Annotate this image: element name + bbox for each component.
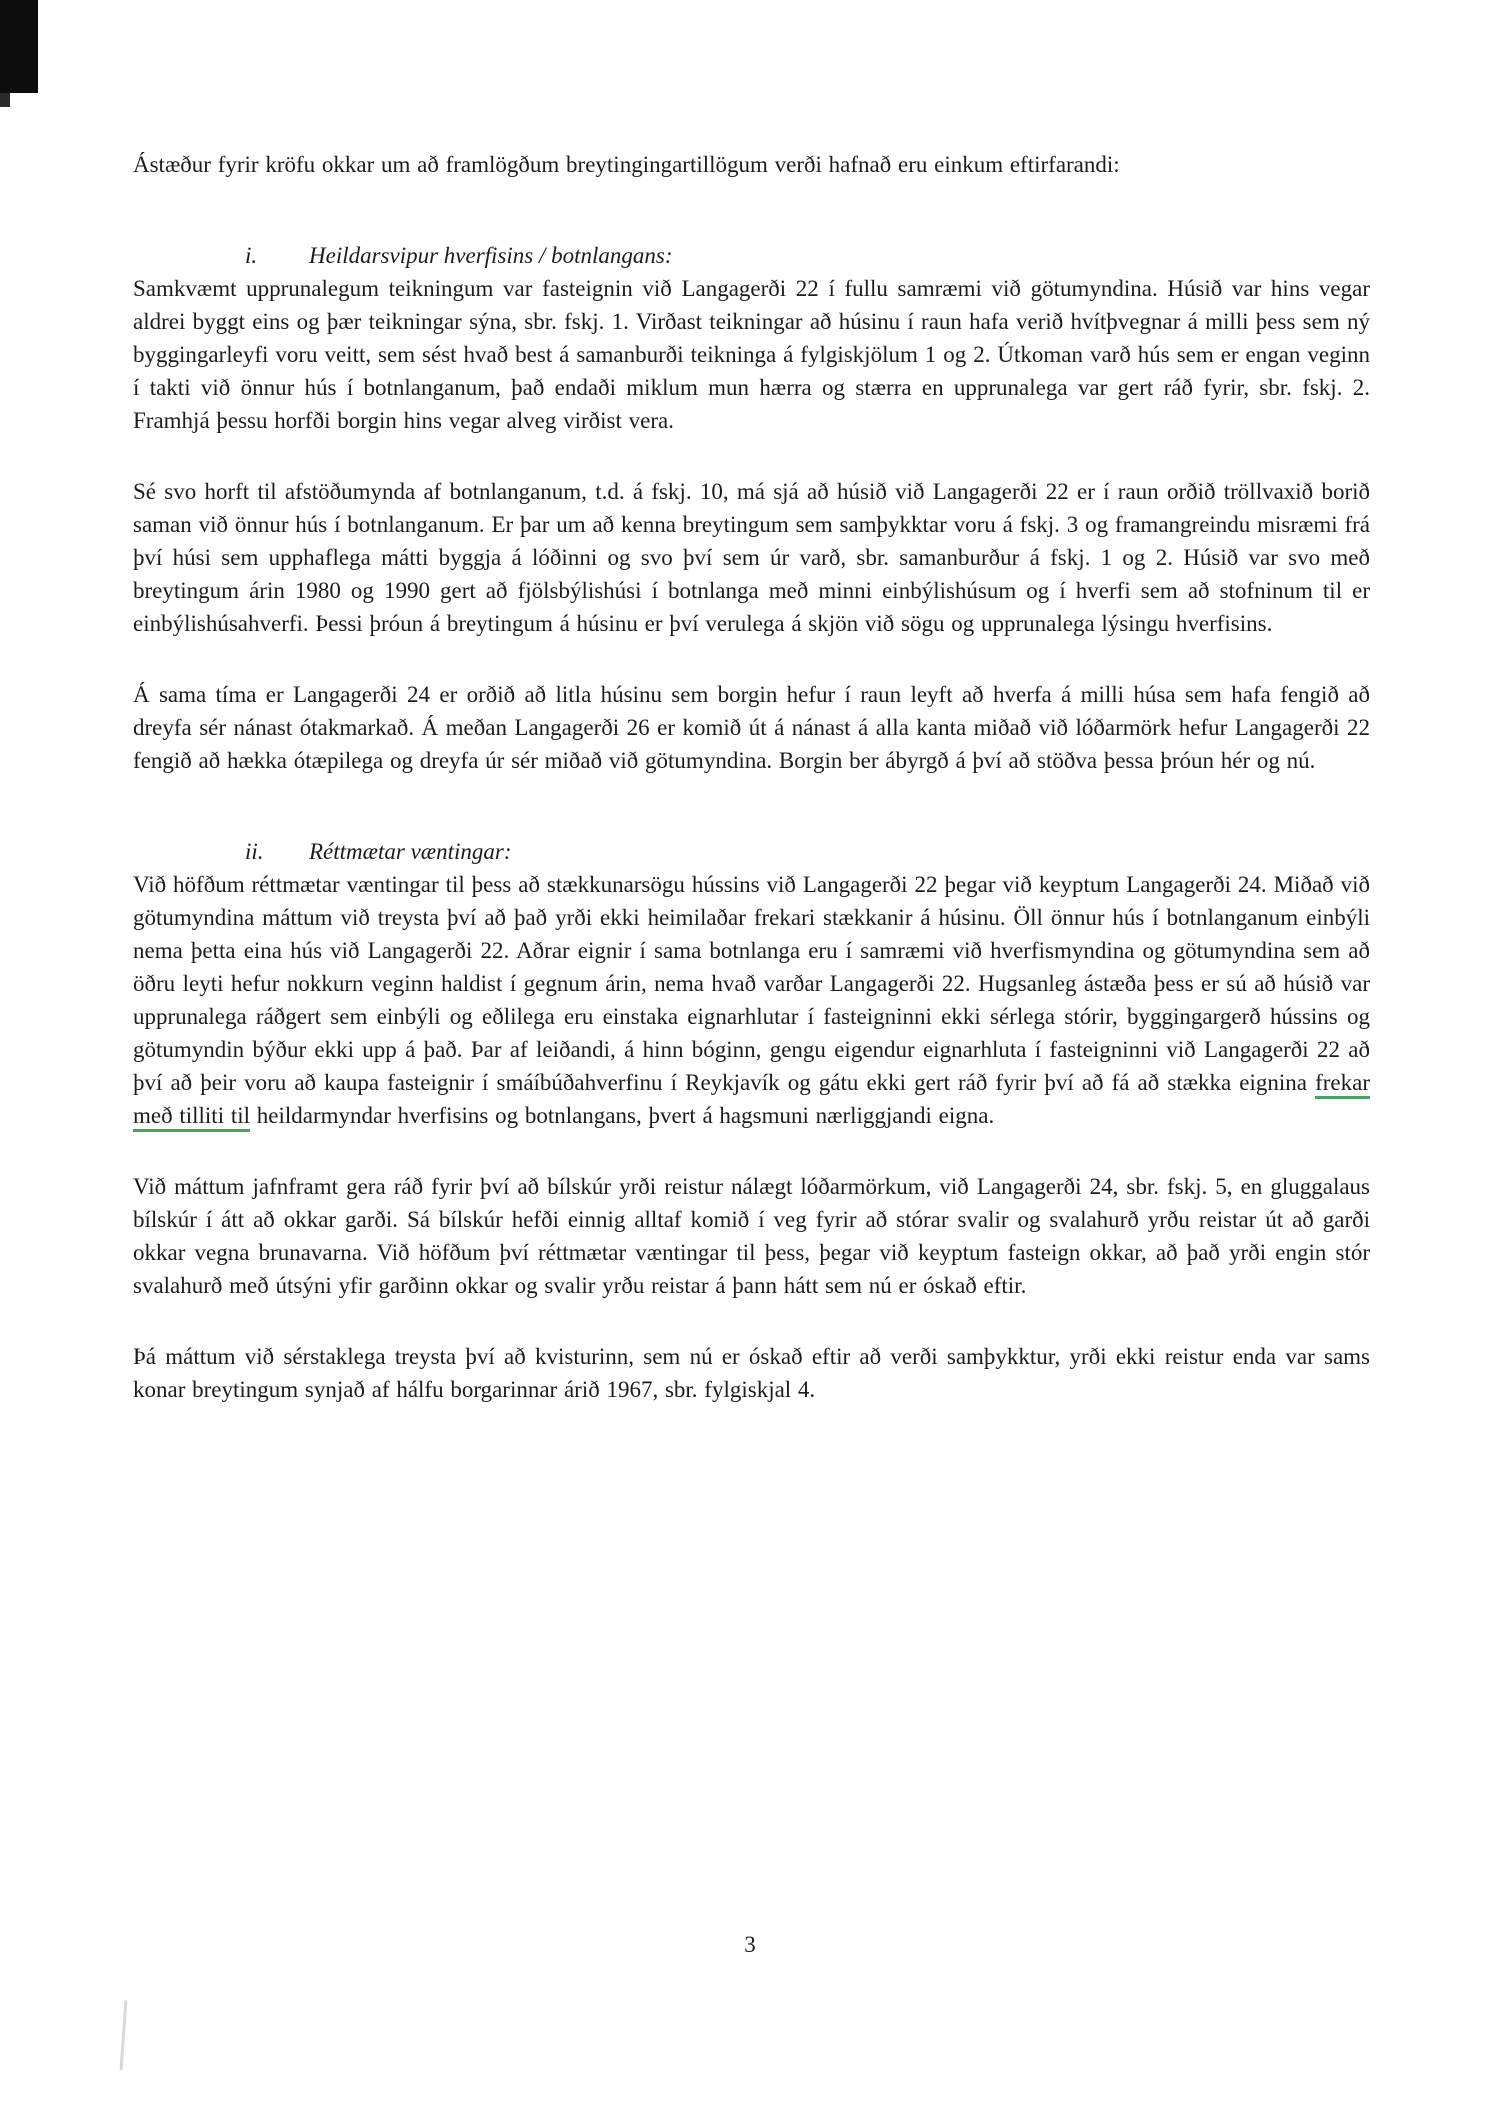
section-1-paragraph-1: Samkvæmt upprunalegum teikningum var fasteignin við Langagerði 22 í fullu samræmi við götumyndina. Húsið var hins vegar aldrei byggt eins og þær teikningar sýna, sbr. fskj. 1. Virðast teikningar að húsinu í raun hafa verið hvítþvegnar á milli þess sem ný byggingarleyfi voru veitt, sem sést hvað best á samanburði teikninga á fylgiskjölum 1 og 2. Útkoman varð hús sem er engan veginn í takti við önnur hús í botnlanganum, það endaði miklum mun hærra og stærra en upprunalega var gert ráð fyrir, sbr. fskj. 2. Framhjá þessu horfði borgin hins vegar alveg virðist vera. [133, 276, 1370, 433]
section-2-paragraph-1-text-b: heildarmyndar hverfisins og botnlangans, þvert á hagsmuni nærliggjandi eigna. [250, 1103, 995, 1128]
scan-artifact-corner [0, 0, 38, 93]
section-2-paragraph-3: Þá máttum við sérstaklega treysta því að kvisturinn, sem nú er óskað eftir að verði samþykktur, yrði ekki reistur enda var sams konar breytingum synjað af hálfu borgarinnar árið 1967, sbr. fylgiskjal 4. [133, 1344, 1370, 1402]
green-underlined-text: frekar með tilliti til [133, 1070, 1370, 1132]
section-2-paragraph-1-text-a: Við höfðum réttmætar væntingar til þess að stækkunarsögu hússins við Langagerði 22 þegar við keyptum Langagerði 24. Miðað við götumyndina máttum við treysta því að það yrði ekki heimilaðar frekari stækkanir á húsinu. Öll önnur hús í botnlanganum einbýli nema þetta eina hús við Langagerði 22. Aðrar eignir í sama botnlanga eru í samræmi við hverfismyndina og götumyndina sem að öðru leyti hefur nokkurn veginn haldist í gegnum árin, nema hvað varðar Langagerði 22. Hugsanleg ástæða þess er sú að húsið var upprunalega ráðgert sem einbýli og eðlilega eru einstaka eignarhlutar í fasteigninni ekki sérlega stórir, byggingargerð hússins og götumyndin býður ekki upp á það. Þar af leiðandi, á hinn bóginn, gengu eigendur eignarhluta í fasteigninni við Langagerði 22 að því að þeir voru að kaupa fasteignir í smáíbúðahverfinu í Reykjavík og gátu ekki gert ráð fyrir því að fá að stækka eignina [133, 872, 1370, 1095]
scan-artifact-squiggle [120, 2000, 128, 2070]
page-number: 3 [744, 1932, 756, 1957]
document-body [133, 148, 1370, 1444]
section-1-paragraph-3: Á sama tíma er Langagerði 24 er orðið að litla húsinu sem borgin hefur í raun leyft að hverfa á milli húsa sem hafa fengið að dreyfa sér nánast ótakmarkað. Á meðan Langagerði 26 er komið út á nánast á alla kanta miðað við lóðarmörk hefur Langagerði 22 fengið að hækka ótæpilega og dreyfa úr sér miðað við götumyndina. Borgin ber ábyrgð á því að stöðva þessa þróun hér og nú. [133, 682, 1370, 773]
section-2-heading [133, 835, 1370, 868]
section-2-title: Réttmætar væntingar: [309, 839, 512, 864]
section-1-paragraph-2: Sé svo horft til afstöðumynda af botnlanganum, t.d. á fskj. 10, má sjá að húsið við Langagerði 22 er í raun orðið tröllvaxið borið saman við önnur hús í botnlanganum. Er þar um að kenna breytingum sem samþykktar voru á fskj. 3 og framangreindu misræmi frá því húsi sem upphaflega mátti byggja á lóðinni og svo því sem úr varð, sbr. samanburður á fskj. 1 og 2. Húsið var svo með breytingum árin 1980 og 1990 gert að fjölsbýlishúsi í botnlanga með minni einbýlishúsum og í hverfi sem að stofninum til er einbýlishúsahverfi. Þessi þróun á breytingum á húsinu er því verulega á skjön við sögu og upprunalega lýsingu hverfisins. [133, 479, 1370, 636]
section-2-paragraph-2: Við máttum jafnframt gera ráð fyrir því að bílskúr yrði reistur nálægt lóðarmörkum, við Langagerði 24, sbr. fskj. 5, en gluggalaus bílskúr í átt að okkar garði. Sá bílskúr hefði einnig alltaf komið í veg fyrir að stórar svalir og svalahurð yrðu reistar út að garði okkar vegna brunavarna. Við höfðum því réttmætar væntingar til þess, þegar við keyptum fasteign okkar, að það yrði engin stór svalahurð með útsýni yfir garðinn okkar og svalir yrðu reistar á þann hátt sem nú er óskað eftir. [133, 1174, 1370, 1298]
section-1-title: Heildarsvipur hverfisins / botnlangans: [309, 243, 673, 268]
section-1-heading [133, 239, 1370, 272]
section-1-marker: i. [245, 243, 258, 268]
section-2-marker: ii. [245, 839, 264, 864]
intro-paragraph: Ástæður fyrir kröfu okkar um að framlögðum breytingingartillögum verði hafnað eru einkum eftirfarandi: [133, 152, 1120, 177]
section-2-paragraph-1 [133, 868, 1370, 1132]
